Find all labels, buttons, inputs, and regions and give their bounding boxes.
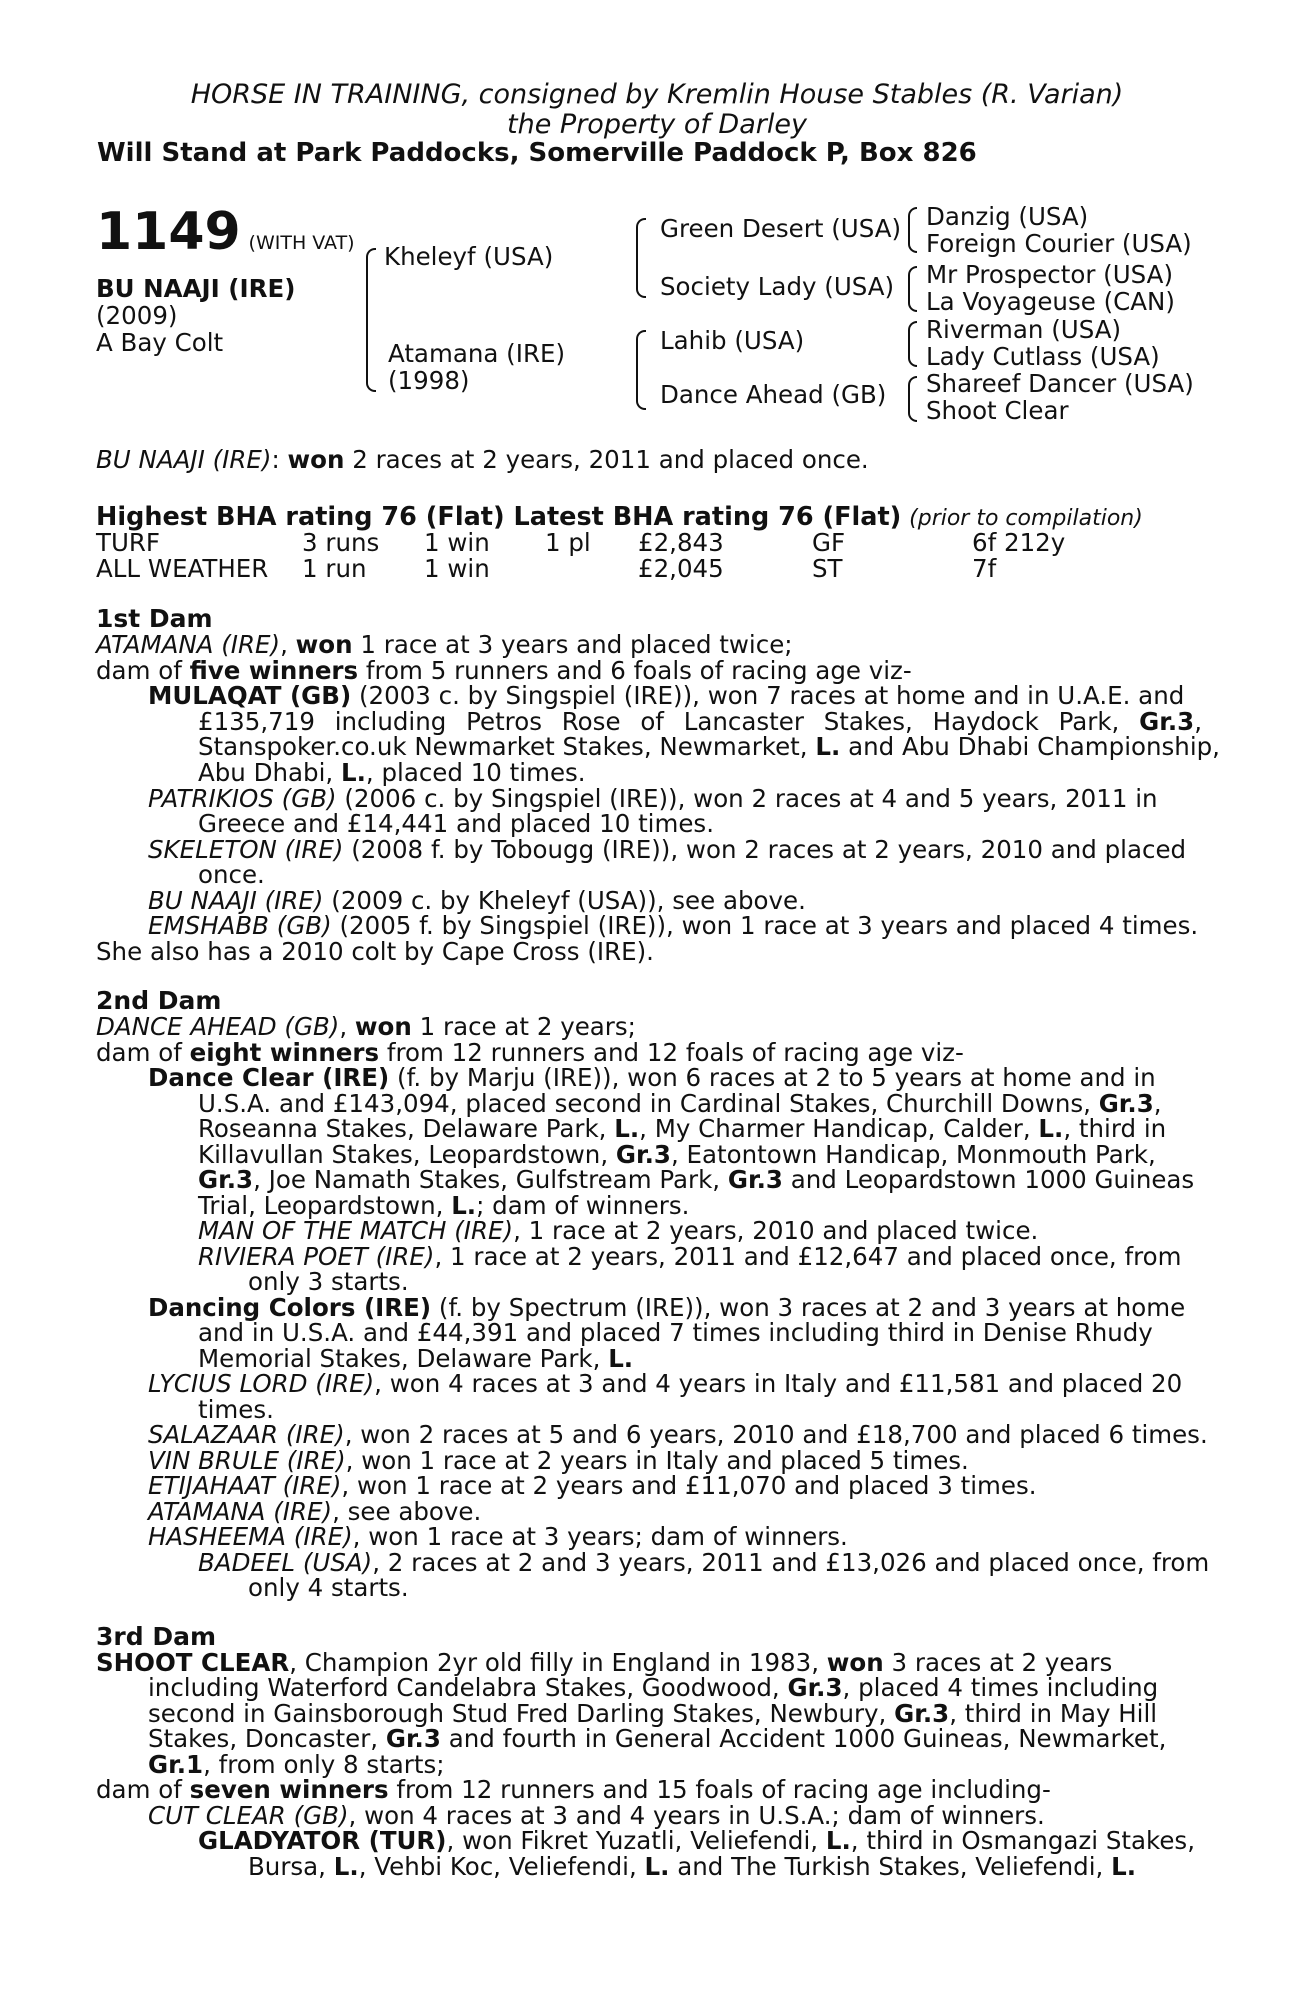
first-dam-produce: dam of five winners from 5 runners and 6 foals of racing age viz- bbox=[96, 656, 912, 685]
pedigree-brace bbox=[366, 248, 376, 392]
pedigree-brace bbox=[636, 330, 646, 410]
dancing-colors-line: Dancing Colors (IRE) (f. by Spectrum (IRE)), won 3 races at 2 and 3 years at home bbox=[148, 1293, 1186, 1322]
table-cell: £2,843 bbox=[638, 528, 724, 557]
bha-rating: Highest BHA rating 76 (Flat) Latest BHA rating 76 (Flat) (prior to compilation) bbox=[96, 502, 1143, 532]
pedigree-brace bbox=[908, 207, 917, 253]
dance-clear-line: Trial, Leopardstown, L.; dam of winners. bbox=[198, 1191, 690, 1220]
sire-sire: Green Desert (USA) bbox=[660, 214, 902, 243]
third-dam-heading: 3rd Dam bbox=[96, 1622, 216, 1651]
salazaar-line: SALAZAAR (IRE), won 2 races at 5 and 6 years, 2010 and £18,700 and placed 6 times. bbox=[148, 1420, 1208, 1449]
lot-number-block bbox=[96, 202, 355, 262]
table-cell: TURF bbox=[96, 528, 161, 557]
pedigree-brace bbox=[636, 218, 646, 298]
lycius-lord-line: times. bbox=[198, 1395, 274, 1424]
patrikios-line: Greece and £14,441 and placed 10 times. bbox=[198, 809, 714, 838]
table-cell: 7f bbox=[972, 554, 997, 583]
shoot-clear-line: including Waterford Candelabra Stakes, Goodwood, Gr.3, placed 4 times including bbox=[148, 1673, 1159, 1702]
table-cell: GF bbox=[812, 528, 846, 557]
sdd: La Voyageuse (CAN) bbox=[926, 287, 1175, 316]
sire: Kheleyf (USA) bbox=[384, 242, 554, 271]
mulaqat-line: MULAQAT (GB) (2003 c. by Singspiel (IRE)), won 7 races at home and in U.A.E. and bbox=[148, 681, 1185, 710]
dancing-colors-line: and in U.S.A. and £44,391 and placed 7 times including third in Denise Rhudy bbox=[198, 1318, 1153, 1347]
lycius-lord-line: LYCIUS LORD (IRE), won 4 races at 3 and 4 years in Italy and £11,581 and placed 20 bbox=[148, 1369, 1183, 1398]
second-dam-produce: dam of eight winners from 12 runners and 12 foals of racing age viz- bbox=[96, 1038, 964, 1067]
patrikios-line: PATRIKIOS (GB) (2006 c. by Singspiel (IRE)), won 2 races at 4 and 5 years, 2011 in bbox=[148, 784, 1158, 813]
pedigree-brace bbox=[908, 376, 917, 422]
hasheema-line: HASHEEMA (IRE), won 1 race at 3 years; dam of winners. bbox=[148, 1522, 848, 1551]
sss: Danzig (USA) bbox=[926, 202, 1089, 231]
first-dam-line: ATAMANA (IRE), won 1 race at 3 years and placed twice; bbox=[96, 630, 793, 659]
vin-brule-line: VIN BRULE (IRE), won 1 race at 2 years in Italy and placed 5 times. bbox=[148, 1446, 969, 1475]
mulaqat-line: Stanspoker.co.uk Newmarket Stakes, Newmarket, L. and Abu Dhabi Championship, bbox=[198, 732, 1220, 761]
shoot-clear-line: Stakes, Doncaster, Gr.3 and fourth in General Accident 1000 Guineas, Newmarket, bbox=[148, 1724, 1167, 1753]
dance-clear-line: Dance Clear (IRE) (f. by Marju (IRE)), won 6 races at 2 to 5 years at home and in bbox=[148, 1063, 1156, 1092]
horse-name: BU NAAJI (IRE) bbox=[96, 274, 296, 303]
dsd: Lady Cutlass (USA) bbox=[926, 342, 1160, 371]
skeleton-line: SKELETON (IRE) (2008 f. by Tobougg (IRE)), won 2 races at 2 years, 2010 and placed bbox=[148, 835, 1187, 864]
lot-number: 1149 bbox=[96, 202, 241, 262]
atamana-line: ATAMANA (IRE), see above. bbox=[148, 1497, 482, 1526]
table-cell: ALL WEATHER bbox=[96, 554, 269, 583]
dance-clear-line: Killavullan Stakes, Leopardstown, Gr.3, Eatontown Handicap, Monmouth Park, bbox=[198, 1140, 1156, 1169]
ddd: Shoot Clear bbox=[926, 396, 1069, 425]
shoot-clear-line: SHOOT CLEAR, Champion 2yr old filly in England in 1983, won 3 races at 2 years bbox=[96, 1648, 1113, 1677]
table-cell: 3 runs bbox=[302, 528, 380, 557]
skeleton-line: once. bbox=[198, 860, 265, 889]
shoot-clear-line: Gr.1, from only 8 starts; bbox=[148, 1750, 445, 1779]
sds: Mr Prospector (USA) bbox=[926, 260, 1173, 289]
dance-clear-line: Gr.3, Joe Namath Stakes, Gulfstream Park, Gr.3 and Leopardstown 1000 Guineas bbox=[198, 1165, 1195, 1194]
bunaaji-line: BU NAAJI (IRE) (2009 c. by Kheleyf (USA)), see above. bbox=[148, 886, 806, 915]
sire-dam: Society Lady (USA) bbox=[660, 272, 895, 301]
first-dam-heading: 1st Dam bbox=[96, 604, 213, 633]
race-summary: BU NAAJI (IRE): won 2 races at 2 years, 2011 and placed once. bbox=[96, 445, 869, 474]
consignor-line: HORSE IN TRAINING, consigned by Kremlin House Stables (R. Varian) bbox=[190, 79, 1124, 110]
table-cell: 1 win bbox=[424, 528, 490, 557]
dds: Shareef Dancer (USA) bbox=[926, 369, 1194, 398]
riviera-poet-line: only 3 starts. bbox=[248, 1267, 409, 1296]
table-cell: 1 run bbox=[302, 554, 367, 583]
dss: Riverman (USA) bbox=[926, 315, 1122, 344]
table-cell: 1 win bbox=[424, 554, 490, 583]
dam-year: (1998) bbox=[388, 366, 470, 395]
pedigree-brace bbox=[908, 266, 917, 312]
also-line: She also has a 2010 colt by Cape Cross (IRE). bbox=[96, 937, 654, 966]
stand-line: Will Stand at Park Paddocks, Somerville Paddock P, Box 826 bbox=[97, 138, 977, 168]
dam: Atamana (IRE) bbox=[388, 339, 566, 368]
table-cell: 1 pl bbox=[545, 528, 591, 557]
table-cell: 6f 212y bbox=[972, 528, 1066, 557]
table-cell: ST bbox=[812, 554, 843, 583]
mulaqat-line: Abu Dhabi, L., placed 10 times. bbox=[198, 758, 586, 787]
ssd: Foreign Courier (USA) bbox=[926, 229, 1192, 258]
gladyator-line: Bursa, L., Vehbi Koc, Veliefendi, L. and The Turkish Stakes, Veliefendi, L. bbox=[248, 1852, 1136, 1881]
horse-description: A Bay Colt bbox=[96, 328, 224, 357]
second-dam-line: DANCE AHEAD (GB), won 1 race at 2 years; bbox=[96, 1012, 636, 1041]
shoot-clear-line: second in Gainsborough Stud Fred Darling Stakes, Newbury, Gr.3, third in May Hill bbox=[148, 1699, 1158, 1728]
pedigree-brace bbox=[908, 321, 917, 367]
cut-clear-line: CUT CLEAR (GB), won 4 races at 3 and 4 years in U.S.A.; dam of winners. bbox=[148, 1801, 1045, 1830]
dam-dam: Dance Ahead (GB) bbox=[660, 380, 887, 409]
second-dam-heading: 2nd Dam bbox=[96, 986, 222, 1015]
badeel-line: BADEEL (USA), 2 races at 2 and 3 years, 2011 and £13,026 and placed once, from bbox=[198, 1548, 1210, 1577]
badeel-line: only 4 starts. bbox=[248, 1573, 409, 1602]
emshabb-line: EMSHABB (GB) (2005 f. by Singspiel (IRE)), won 1 race at 3 years and placed 4 times. bbox=[148, 911, 1199, 940]
property-line: the Property of Darley bbox=[507, 109, 807, 140]
third-dam-produce: dam of seven winners from 12 runners and 15 foals of racing age including- bbox=[96, 1775, 1051, 1804]
dance-clear-line: Roseanna Stakes, Delaware Park, L., My Charmer Handicap, Calder, L., third in bbox=[198, 1114, 1167, 1143]
etijahaat-line: ETIJAHAAT (IRE), won 1 race at 2 years and £11,070 and placed 3 times. bbox=[148, 1471, 1037, 1500]
horse-year: (2009) bbox=[96, 301, 178, 330]
dam-sire: Lahib (USA) bbox=[660, 326, 805, 355]
dance-clear-line: U.S.A. and £143,094, placed second in Cardinal Stakes, Churchill Downs, Gr.3, bbox=[198, 1089, 1162, 1118]
table-cell: £2,045 bbox=[638, 554, 724, 583]
vat-label: (WITH VAT) bbox=[248, 232, 355, 254]
gladyator-line: GLADYATOR (TUR), won Fikret Yuzatli, Veliefendi, L., third in Osmangazi Stakes, bbox=[198, 1826, 1195, 1855]
riviera-poet-line: RIVIERA POET (IRE), 1 race at 2 years, 2011 and £12,647 and placed once, from bbox=[198, 1242, 1182, 1271]
man-of-the-match-line: MAN OF THE MATCH (IRE), 1 race at 2 years, 2010 and placed twice. bbox=[198, 1216, 1039, 1245]
dancing-colors-line: Memorial Stakes, Delaware Park, L. bbox=[198, 1344, 634, 1373]
mulaqat-line: £135,719 including Petros Rose of Lancaster Stakes, Haydock Park, Gr.3, bbox=[198, 707, 1202, 736]
